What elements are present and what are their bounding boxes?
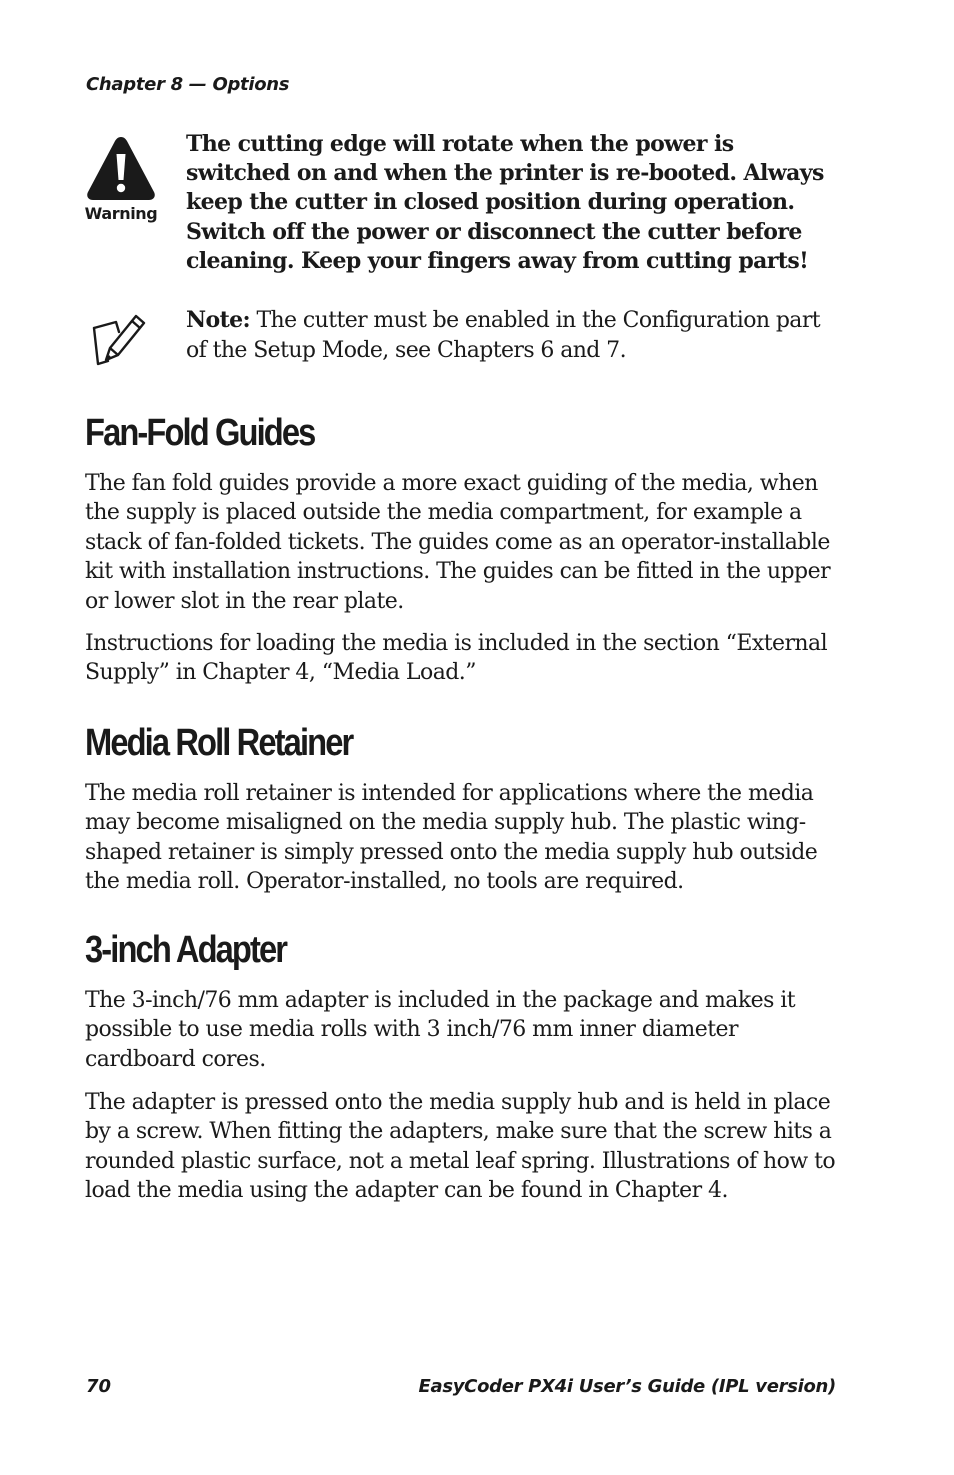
note-label: Note: — [186, 307, 251, 333]
footer-book-title: EasyCoder PX4i User’s Guide (IPL version) — [418, 1376, 836, 1397]
paragraph-fan-fold-1: The fan fold guides provide a more exact guiding of the media, when the supply is placed outside the media compartment, for example a stack of fan-folded tickets. The guides come as an operator-installable kit with installation instructions. The guides can be fitted in the upper or lower slot in the rear plate. — [85, 471, 831, 614]
paragraph-adapter-2: The adapter is pressed onto the media supply hub and is held in place by a screw. When fitting the adapters, make sure that the screw hits a rounded plastic surface, not a metal leaf spring. Illustrations of how to load the media using the adapter can be found in Chapter 4. — [85, 1090, 836, 1204]
warning-icon-group — [84, 134, 158, 223]
page-number: 70 — [86, 1376, 112, 1397]
running-head: Chapter 8 — Options — [86, 74, 290, 95]
warning-callout — [84, 130, 844, 280]
paragraph-media-roll-1: The media roll retainer is intended for applications where the media may become misaligned on the media supply hub. The plastic wing-shaped retainer is simply pressed onto the media supply hub outside the media roll. Operator-installed, no tools are required. — [85, 781, 818, 895]
warning-triangle-icon — [85, 134, 157, 202]
note-callout — [84, 306, 844, 370]
paragraph-adapter-1: The 3-inch/76 mm adapter is included in the package and makes it possible to use media rolls with 3 inch/76 mm inner diameter cardboard cores. — [85, 988, 796, 1072]
warning-caption: Warning — [84, 204, 158, 223]
section-heading-3-inch-adapter: 3-inch Adapter — [85, 929, 287, 971]
section-heading-fan-fold-guides: Fan-Fold Guides — [85, 412, 315, 454]
warning-text: The cutting edge will rotate when the power is switched on and when the printer is re-booted. Always keep the cutter in closed position during operation. Switch off the power or disconnect the cutter before cleaning. Keep your fingers away from cutting parts! — [186, 131, 824, 274]
note-text — [186, 306, 846, 365]
note-pencil-icon — [86, 310, 148, 372]
paragraph-fan-fold-2: Instructions for loading the media is included in the section “External Supply” in Chapter 4, “Media Load.” — [85, 631, 828, 686]
note-body: The cutter must be enabled in the Configuration part of the Setup Mode, see Chapters 6 and 7. — [186, 308, 820, 363]
section-heading-media-roll-retainer: Media Roll Retainer — [85, 722, 353, 764]
